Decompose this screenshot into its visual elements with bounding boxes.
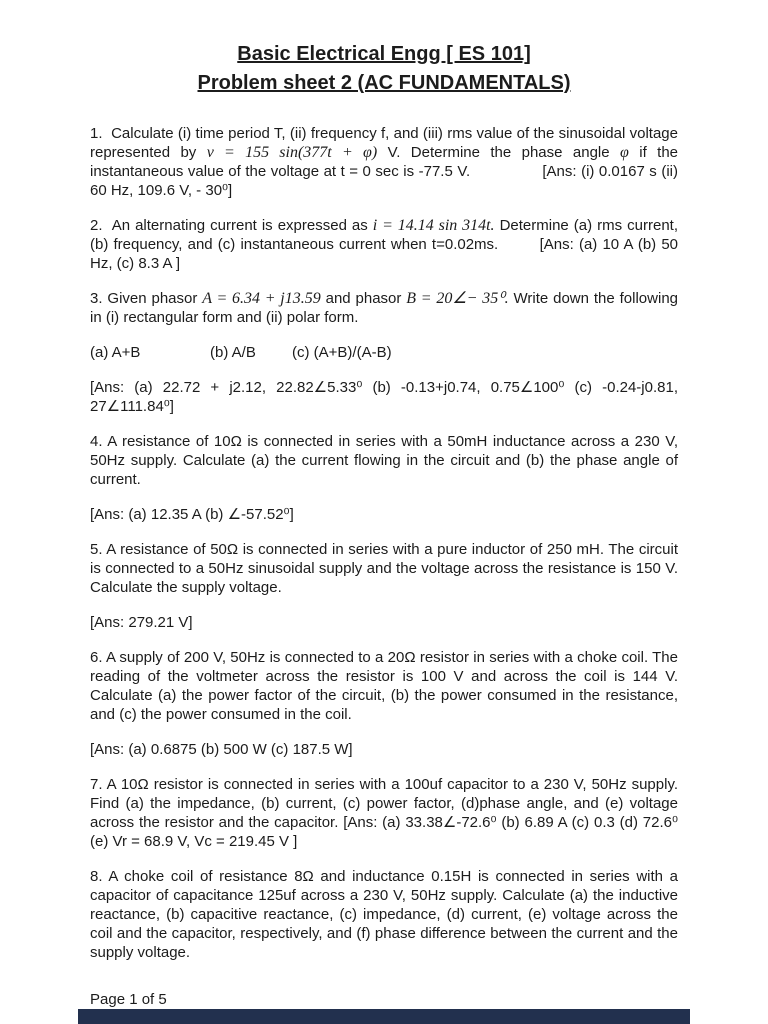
- problem-5: [90, 540, 678, 597]
- text-run: 8. A choke coil of resistance 8Ω and inductance 0.15H is connected in series with a capacitor of capacitance 125uf across a 230 V, 50Hz supply. Calculate (a) the inductive reactance, (b) capacitive reactance, (c) impedance, (d) current, (e) voltage across the coil and the capacitor, respectively, and (f) phase difference between the current and the supply voltage.: [90, 868, 678, 961]
- text-run: [Ans: (a) 22.72 + j2.12, 22.82∠5.33⁰ (b) -0.13+j0.74, 0.75∠100⁰ (c) -0.24-j0.81, 27∠111.84⁰]: [90, 379, 678, 415]
- math-run: A = 6.34 + j13.59: [202, 290, 321, 307]
- problem-3: [90, 289, 678, 327]
- text-run: 4. A resistance of 10Ω is connected in series with a 50mH inductance across a 230 V, 50Hz supply. Calculate (a) the current flowing in the circuit and (b) the phase angle of current.: [90, 433, 678, 488]
- math-run: φ: [620, 144, 629, 161]
- problem-7: [90, 775, 678, 851]
- math-run: B = 20∠− 35⁰.: [406, 290, 509, 307]
- problem-1: [90, 124, 678, 200]
- text-run: [470, 163, 542, 180]
- answer-4: [90, 505, 678, 524]
- document-header: [90, 40, 678, 98]
- text-run: [Ans: (a) 12.35 A (b) ∠-57.52⁰]: [90, 506, 294, 523]
- text-run: if the instantaneous value of the voltage at t = 0 sec is -77.5 V.: [90, 144, 679, 180]
- text-run: V. Determine the phase angle: [377, 144, 620, 161]
- text-run: [Ans: 279.21 V]: [90, 614, 193, 631]
- option-item: (c) (A+B)/(A-B): [292, 344, 392, 361]
- problem-4: [90, 432, 678, 489]
- problem-2: [90, 216, 678, 273]
- text-run: [Ans: (a) 10 A (b) 50 Hz, (c) 8.3 A ]: [90, 236, 679, 272]
- answer-3: [90, 378, 678, 416]
- text-run: Determine (a) rms current, (b) frequency, and (c) instantaneous current when t=0.02ms.: [90, 217, 679, 253]
- text-run: 6. A supply of 200 V, 50Hz is connected to a 20Ω resistor in series with a choke coil. The reading of the voltmeter across the resistor is 100 V and across the coil is 144 V. Calculate (a) the power factor of the circuit, (b) the power consumed in the resistance, and (c) the power consumed in the coil.: [90, 649, 678, 723]
- math-run: v = 155 sin(377t + φ): [206, 144, 378, 161]
- option-item: (b) A/B: [210, 344, 256, 361]
- text-run: 7. A 10Ω resistor is connected in series with a 100uf capacitor to a 230 V, 50Hz supply. Find (a) the impedance, (b) current, (c) power factor, (d)phase angle, and (e) voltage across the resistor and the capacitor. [Ans: (a) 33.38∠-72.6⁰ (b) 6.89 A (c) 0.3 (d) 72.6⁰ (e) Vr = 68.9 V, Vc = 219.45 V ]: [90, 776, 678, 850]
- document-title-line2: Problem sheet 2 (AC FUNDAMENTALS): [197, 72, 571, 94]
- problem-6: [90, 648, 678, 724]
- option-item: (a) A+B: [90, 344, 141, 361]
- document-body: [90, 124, 678, 962]
- page-number: Page 1 of 5: [90, 991, 167, 1008]
- text-run: 3. Given phasor: [90, 290, 203, 307]
- text-run: [498, 236, 539, 253]
- answer-5: [90, 613, 678, 632]
- text-run: 5. A resistance of 50Ω is connected in series with a pure inductor of 250 mH. The circuit is connected to a 50Hz sinusoidal supply and the voltage across the resistance is 150 V. Calculate the supply voltage.: [90, 541, 678, 596]
- text-run: [Ans: (i) 0.0167 s (ii) 60 Hz, 109.6 V, - 30⁰]: [90, 163, 678, 199]
- problem-8: [90, 867, 678, 962]
- text-run: 2. An alternating current is expressed as: [90, 217, 373, 234]
- text-run: 1. Calculate (i) time period T, (ii) frequency f, and (iii) rms value of the sinusoidal voltage represented by: [90, 125, 678, 161]
- options-row: [90, 343, 678, 362]
- text-run: and phasor: [320, 290, 407, 307]
- text-run: Write down the following in (i) rectangular form and (ii) polar form.: [90, 290, 678, 326]
- text-run: [Ans: (a) 0.6875 (b) 500 W (c) 187.5 W]: [90, 741, 353, 758]
- viewer-bottom-bar[interactable]: [78, 1009, 690, 1024]
- math-run: i = 14.14 sin 314t.: [372, 217, 495, 234]
- document-title-line1: Basic Electrical Engg [ ES 101]: [237, 43, 531, 65]
- answer-6: [90, 740, 678, 759]
